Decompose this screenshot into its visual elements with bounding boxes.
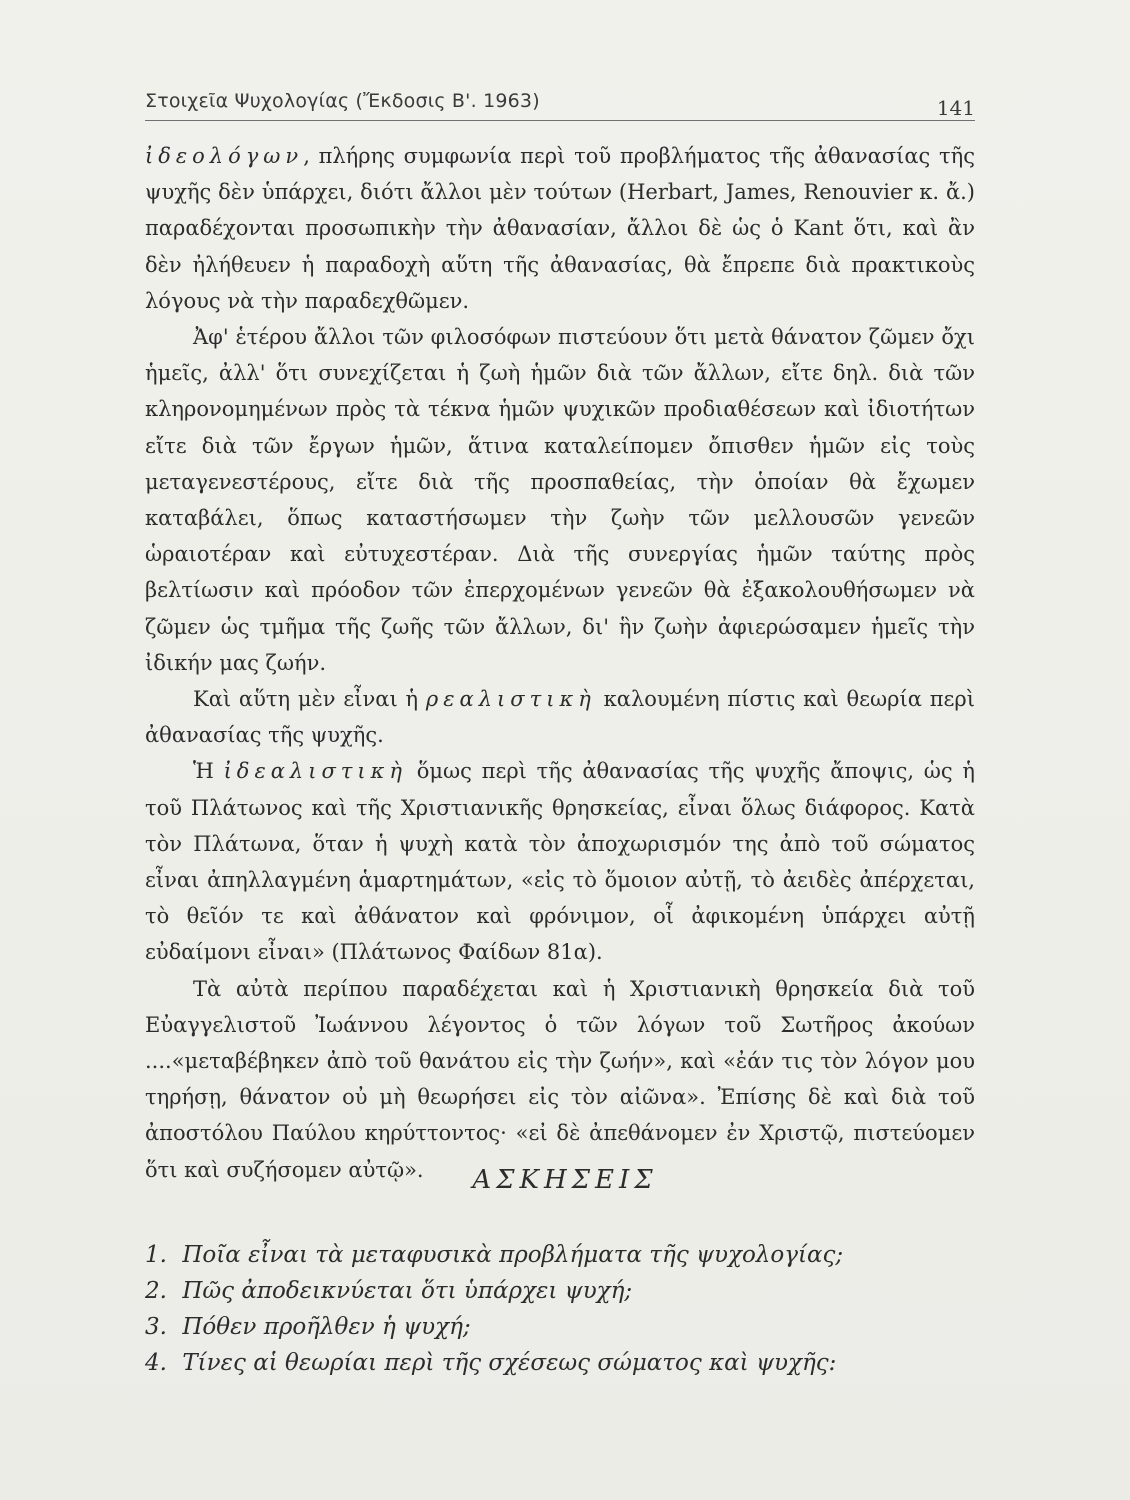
- exercise-number-2: 2.: [145, 1278, 167, 1304]
- paragraph-4-text-a: Ἡ: [193, 759, 224, 784]
- exercises-list: [145, 1237, 975, 1381]
- spaced-term-idealistiki: ἰδεαλιστικὴ: [223, 759, 407, 784]
- spaced-term-ideologon: ἰδεολόγων: [145, 144, 304, 168]
- paragraph-3-text-a: Καὶ αὕτη μὲν εἶναι ἡ: [193, 687, 426, 712]
- body-text: [145, 138, 975, 1188]
- paragraph-3: [145, 681, 975, 753]
- page-header: [145, 88, 975, 124]
- spaced-term-realistiki: ρεαλιστικὴ: [425, 687, 596, 712]
- exercise-number-4: 4.: [145, 1350, 167, 1376]
- paragraph-1: [145, 138, 975, 319]
- exercise-text-4: Τίνες αἱ θεωρίαι περὶ τῆς σχέσεως σώματος καὶ ψυχῆς:: [182, 1350, 837, 1376]
- exercise-item-1: [145, 1237, 975, 1273]
- exercise-number-3: 3.: [145, 1314, 167, 1340]
- paragraph-2: [145, 319, 975, 681]
- paragraph-4-text-b: ὅμως περὶ τῆς ἀθανασίας τῆς ψυχῆς ἄποψις, ὡς ἡ τοῦ Πλάτωνος καὶ τῆς Χριστιανικῆς θρησκείας, εἶναι ὅλως διάφορος. Κατὰ τὸν Πλάτωνα, ὅταν ἡ ψυχὴ κατὰ τὸν ἀποχωρισμόν της ἀπὸ τοῦ σώματος εἶναι ἀπηλλαγμένη ἁμαρτημάτων, «εἰς τὸ ὅμοιον αὐτῇ, τὸ ἀειδὲς ἀπέρχεται, τὸ θεῖόν τε καὶ ἀθάνατον καὶ φρόνιμον, οἷ ἀφικομένη ὑπάρχει αὐτῇ εὐδαίμονι εἶναι» (Πλάτωνος Φαίδων 81α).: [145, 759, 975, 965]
- running-head: Στοιχεῖα Ψυχολογίας (Ἔκδοσις Β'. 1963): [145, 90, 540, 112]
- paragraph-5: [145, 971, 975, 1188]
- exercise-number-1: 1.: [145, 1242, 167, 1268]
- exercise-text-3: Πόθεν προῆλθεν ἡ ψυχή;: [182, 1314, 471, 1340]
- paragraph-3-text-b: καλουμένη πίστις καὶ θεωρία περὶ ἀθανασίας τῆς ψυχῆς.: [145, 687, 976, 748]
- exercises-title: ΑΣΚΗΣΕΙΣ: [472, 1165, 658, 1195]
- exercise-item-3: [145, 1309, 975, 1345]
- paragraph-5-text: Τὰ αὐτὰ περίπου παραδέχεται καὶ ἡ Χριστιανικὴ θρησκεία διὰ τοῦ Εὐαγγελιστοῦ Ἰωάννου λέγοντος ὁ τῶν λόγων τοῦ Σωτῆρος ἀκούων ....«μεταβέβηκεν ἀπὸ τοῦ θανάτου εἰς τὴν ζωήν», καὶ «ἐάν τις τὸν λόγον μου τηρήσῃ, θάνατον οὐ μὴ θεωρήσει εἰς τὸν αἰῶνα». Ἐπίσης δὲ καὶ διὰ τοῦ ἀποστόλου Παύλου κηρύττοντος· «εἰ δὲ ἀπεθάνομεν ἐν Χριστῷ, πιστεύομεν ὅτι καὶ συζήσομεν αὐτῷ».: [145, 976, 975, 1182]
- exercise-text-1: Ποῖα εἶναι τὰ μεταφυσικὰ προβλήματα τῆς ψυχολογίας;: [182, 1242, 844, 1268]
- page-number: 141: [936, 96, 975, 120]
- paragraph-4: [145, 753, 975, 970]
- header-rule: [145, 120, 975, 121]
- paragraph-2-text: Ἀφ' ἑτέρου ἄλλοι τῶν φιλοσόφων πιστεύουν ὅτι μετὰ θάνατον ζῶμεν ὄχι ἡμεῖς, ἀλλ' ὅτι συνεχίζεται ἡ ζωὴ ἡμῶν διὰ τῶν ἄλλων, εἴτε δηλ. διὰ τῶν κληρονομημένων πρὸς τὰ τέκνα ἡμῶν ψυχικῶν προδιαθέσεων καὶ ἰδιοτήτων εἴτε διὰ τῶν ἔργων ἡμῶν, ἅτινα καταλείπομεν ὄπισθεν ἡμῶν εἰς τοὺς μεταγενεστέρους, εἴτε διὰ τῆς προσπαθείας, τὴν ὁποίαν θὰ ἔχωμεν καταβάλει, ὅπως καταστήσωμεν τὴν ζωὴν τῶν μελλουσῶν γενεῶν ὡραιοτέραν καὶ εὐτυχεστέραν. Διὰ τῆς συνεργίας ἡμῶν ταύτης πρὸς βελτίωσιν καὶ πρόοδον τῶν ἐπερχομένων γενεῶν θὰ ἐξακολουθήσωμεν νὰ ζῶμεν ὡς τμῆμα τῆς ζωῆς τῶν ἄλλων, δι' ἣν ζωὴν ἀφιερώσαμεν ἡμεῖς τὴν ἰδικήν μας ζωήν.: [145, 325, 975, 675]
- exercise-item-2: [145, 1273, 975, 1309]
- exercise-item-4: [145, 1345, 975, 1381]
- paragraph-1-text: , πλήρης συμφωνία περὶ τοῦ προβλήματος τῆς ἀθανασίας τῆς ψυχῆς δὲν ὑπάρχει, διότι ἄλλοι μὲν τούτων (Herbart, James, Renouvier κ. ἄ.) παραδέχονται προσωπικὴν τὴν ἀθανασίαν, ἄλλοι δὲ ὡς ὁ Kant ὅτι, καὶ ἂν δὲν ἠλήθευεν ἡ παραδοχὴ αὕτη τῆς ἀθανασίας, θὰ ἔπρεπε διὰ πρακτικοὺς λόγους νὰ τὴν παραδεχθῶμεν.: [145, 144, 975, 313]
- exercise-text-2: Πῶς ἀποδεικνύεται ὅτι ὑπάρχει ψυχή;: [182, 1278, 633, 1304]
